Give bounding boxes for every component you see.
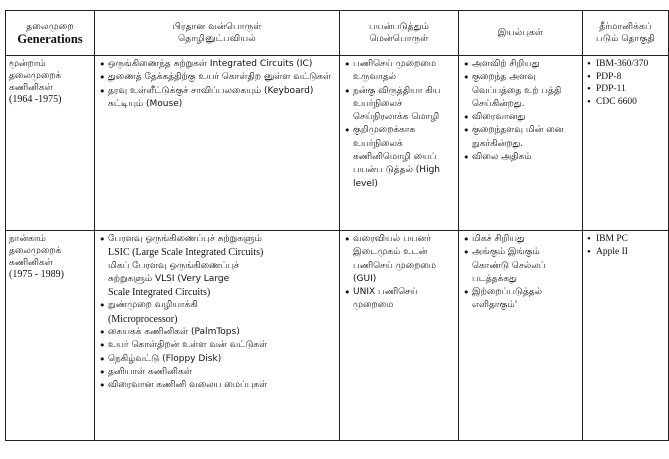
hardware-item: • உயர் கொள்திறன் உள்ள வன் வட்டுகள் bbox=[108, 339, 336, 352]
header-systems bbox=[583, 11, 669, 56]
header-hardware-line2: தொழினுட்பவியல் bbox=[178, 33, 256, 44]
features-list bbox=[462, 233, 579, 313]
system-item: • CDC 6600 bbox=[596, 96, 665, 109]
software-list bbox=[343, 233, 455, 313]
systems-cell bbox=[583, 56, 669, 231]
features-item: • குறைந்த அளவு வெப்பத்தை உற் பத்தி செய்கின்றது. bbox=[472, 71, 579, 111]
features-item: • விலை அதிகம் bbox=[472, 151, 579, 164]
hardware-item: LSIC (Large Scale Integrated Circuits) bbox=[108, 247, 264, 259]
generation-years: (1964 -1975) bbox=[9, 94, 62, 105]
features-cell bbox=[459, 231, 583, 441]
hardware-item: மிகப் பேரளவு ஒருங்கிணைப்புச் bbox=[108, 260, 239, 271]
table-header-row bbox=[6, 11, 669, 56]
software-item: • குறிமுறைக்காக உயர்நிலைக் கணினிமொழி யைப் பயன்ப டுத்தல் (High level) bbox=[353, 124, 455, 190]
table-row bbox=[6, 56, 669, 231]
header-features-label: இயல்புகள் bbox=[497, 27, 544, 38]
header-systems-line1: தீர்மானிக்கப் bbox=[599, 21, 652, 32]
features-cell bbox=[459, 56, 583, 231]
header-features bbox=[459, 11, 583, 56]
hardware-item: • கையகக் கணினிகள் (PalmTops) bbox=[108, 326, 336, 339]
hardware-list bbox=[98, 233, 336, 393]
software-cell bbox=[340, 231, 459, 441]
hardware-item: • தனியாள் கணினிகள் bbox=[108, 366, 336, 379]
table-body bbox=[6, 56, 669, 441]
header-systems-line2: படும் தொகுதி bbox=[596, 33, 655, 44]
generation-cell bbox=[6, 56, 95, 231]
generation-name-line: கணினிகள் bbox=[9, 83, 53, 93]
hardware-item: • ஒருங்கிணைந்த சுற்றுகள் Integrated Circuits (IC) bbox=[108, 58, 336, 71]
hardware-item: • நுண்முறை வழியாக்கி bbox=[108, 299, 336, 312]
hardware-item: Scale Integrated Circuits) bbox=[108, 287, 211, 299]
software-item: • UNIX பணிசெய் முறைமை bbox=[353, 286, 455, 313]
hardware-item: (Microprocessor) bbox=[108, 313, 178, 325]
system-item: • IBM PC bbox=[596, 233, 665, 246]
hardware-item: • நெகிழ்வட்டு (Floppy Disk) bbox=[108, 353, 336, 366]
hardware-cell bbox=[95, 56, 340, 231]
features-item: • அளவிற் சிறியது bbox=[472, 58, 579, 71]
features-item: • விரைவானது bbox=[472, 111, 579, 124]
hardware-item: • தரவு உள்ளீட்டுக்குச் சாவிப்பலகையும் (Keyboard) சுட்டியும் (Mouse) bbox=[108, 85, 336, 112]
header-generation bbox=[6, 11, 95, 56]
generation-name-line: தலைமுறைக் bbox=[9, 71, 62, 81]
table-row bbox=[6, 231, 669, 441]
software-item: • நன்கு விருத்தியா கிய உயர்நிலைச் செய்நிரலாக்க மொழி bbox=[353, 85, 455, 125]
header-hardware-line1: பிரதான வன்பொருள் bbox=[172, 21, 262, 32]
hardware-item: சுற்றுகளும் VLSI (Very Large bbox=[108, 273, 230, 284]
hardware-item: • துணைத் தேக்கத்திற்கு உயர் கொள்திற னுள்ள வட்டுகள் bbox=[108, 71, 336, 84]
generation-name-line: நான்காம் bbox=[9, 234, 46, 244]
system-item: • PDP-11 bbox=[596, 83, 665, 96]
system-item: • IBM-360/370 bbox=[596, 58, 665, 71]
hardware-list bbox=[98, 58, 336, 111]
header-hardware bbox=[95, 11, 340, 56]
software-item: • வரைவியல் பயனர் இடைமுகம் உடன் பணிசெய் முறைமை (GUI) bbox=[353, 233, 455, 286]
features-item: • அங்கும் இங்கும் கொண்டு செல்லப் படத்தக்கது bbox=[472, 246, 579, 286]
software-cell bbox=[340, 56, 459, 231]
header-generation-english: Generations bbox=[17, 32, 83, 46]
generations-table bbox=[5, 10, 669, 441]
generation-name-line: மூன்றாம் bbox=[9, 59, 46, 69]
systems-list bbox=[586, 233, 665, 258]
features-item: • இற்றைப்படுத்தல் எளிதாகும்' bbox=[472, 286, 579, 313]
software-item: • பணிசெய் முறைமை உருவாதல் bbox=[353, 58, 455, 85]
generation-years: (1975 - 1989) bbox=[9, 269, 64, 280]
software-list bbox=[343, 58, 455, 191]
generation-name-line: கணினிகள் bbox=[9, 258, 53, 268]
system-item: • Apple II bbox=[596, 246, 665, 259]
generation-cell bbox=[6, 231, 95, 441]
features-item: • மிகச் சிறியது bbox=[472, 233, 579, 246]
features-list bbox=[462, 58, 579, 164]
header-generation-tamil: தலைமுறை bbox=[26, 21, 74, 32]
system-item: • PDP-8 bbox=[596, 71, 665, 84]
hardware-cell bbox=[95, 231, 340, 441]
systems-cell bbox=[583, 231, 669, 441]
systems-list bbox=[586, 58, 665, 108]
features-item: • குறைந்தளவு மின் னை நுகர்கின்றது. bbox=[472, 124, 579, 151]
header-software bbox=[340, 11, 459, 56]
header-software-line2: மென்பொருள் bbox=[369, 33, 429, 44]
generation-name-line: தலைமுறைக் bbox=[9, 246, 62, 256]
hardware-item: • பேரளவு ஒருங்கிணைப்புச் சுற்றுகளும் bbox=[108, 233, 336, 246]
hardware-item: • விரைவான கணினி வலைய மைப்புகள் bbox=[108, 379, 336, 392]
header-software-line1: பயன்படுத்தும் bbox=[368, 21, 429, 32]
